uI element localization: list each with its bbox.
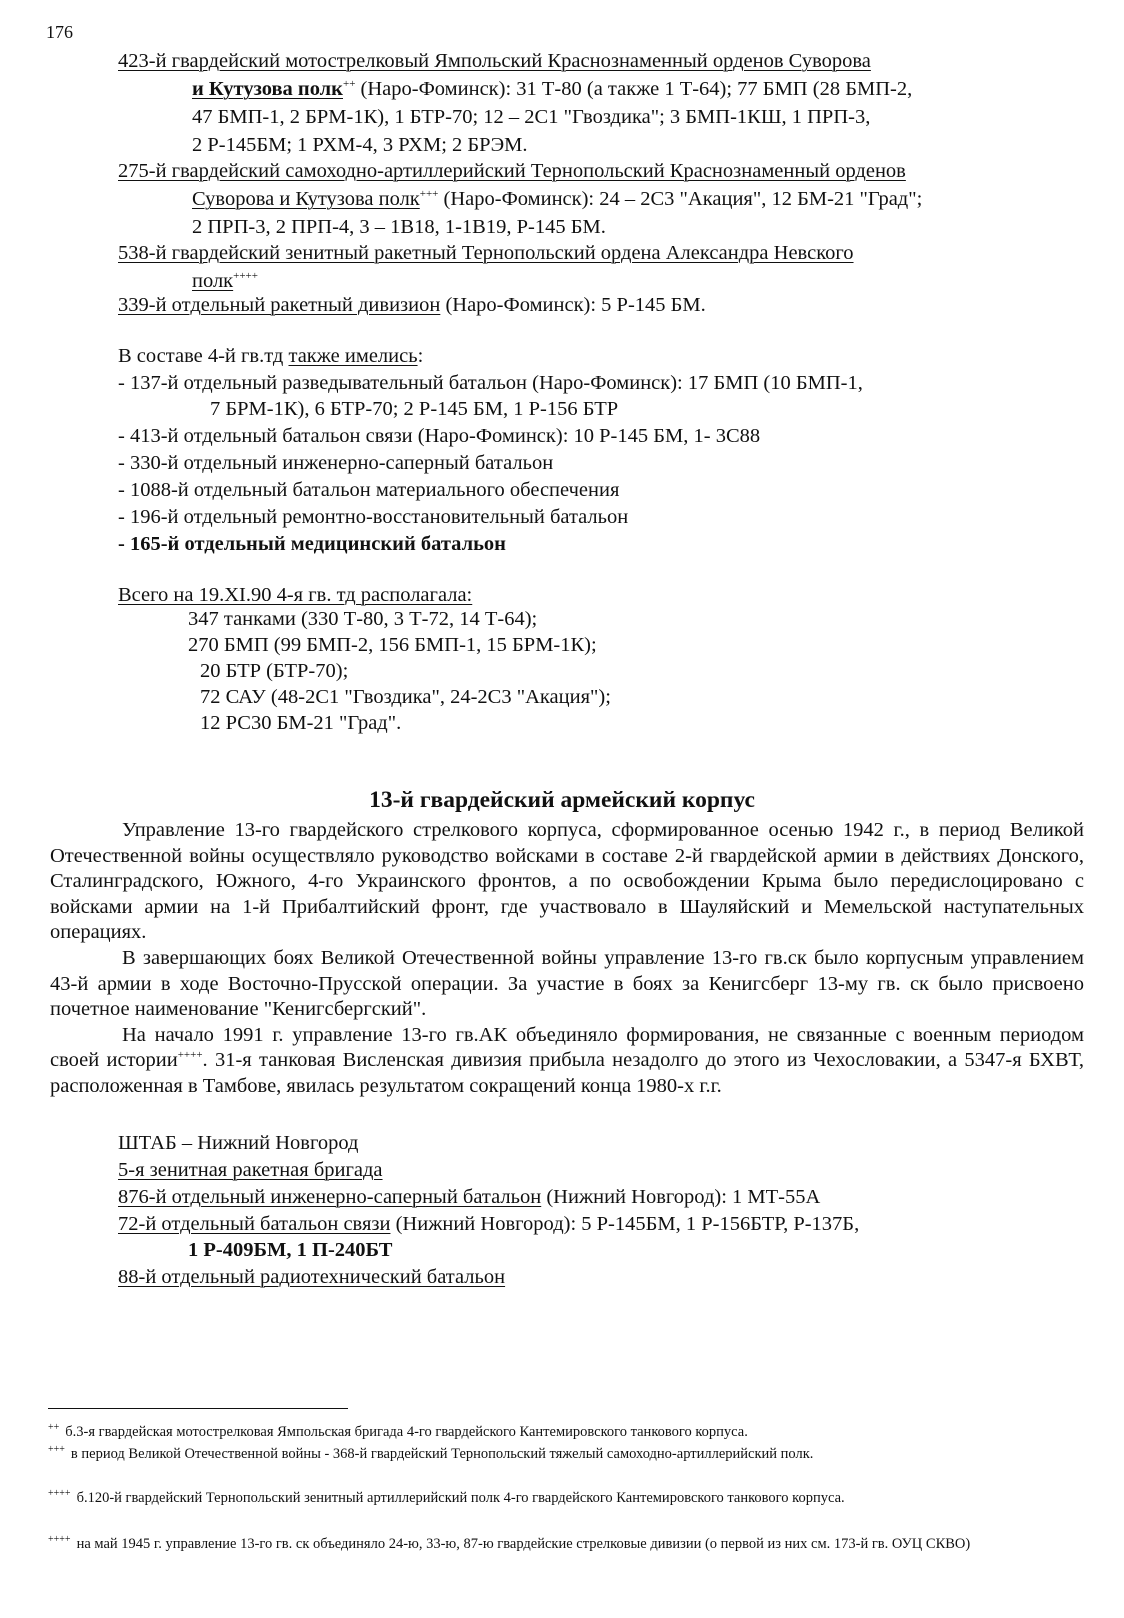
regiment-details: 2 Р-145БМ; 1 РХМ-4, 3 РХМ; 2 БРЭМ. [192, 134, 528, 156]
regiment-title: 275-й гвардейский самоходно-артиллерийский Тернопольский Краснознаменный орденов [118, 160, 906, 182]
regiment-title-cont: полк [192, 270, 234, 292]
also-intro-colon: : [417, 345, 424, 367]
footnote-mark: ++++ [48, 1534, 71, 1545]
footnote-text: б.3-я гвардейская мотострелковая Ямпольская бригада 4-го гвардейского Кантемировского танкового корпуса. [65, 1423, 748, 1440]
footnote [48, 1530, 1086, 1554]
section-heading: 13-й гвардейский армейский корпус [369, 787, 755, 813]
unit-line [118, 1184, 820, 1211]
also-intro-underlined: также имелись [288, 345, 418, 367]
footnote-text: б.120-й гвардейский Тернопольский зенитный артиллерийский полк 4-го гвардейского Кантемировского танкового корпуса. [76, 1489, 845, 1506]
hq-line: ШТАБ – Нижний Новгород [118, 1132, 359, 1154]
footnote-mark: ++++ [48, 1488, 71, 1499]
regiment-details: 47 БМП-1, 2 БРМ-1К), 1 БТР-70; 12 – 2С1 "Гвоздика"; 3 БМП-1КШ, 1 ПРП-3, [192, 106, 871, 128]
footnote [48, 1440, 1086, 1464]
also-intro-text: В составе 4-й гв.тд [118, 345, 289, 367]
total-line: 270 БМП (99 БМП-2, 156 БМП-1, 15 БРМ-1К); [188, 634, 597, 656]
paragraph-text: . 31-я танковая Висленская дивизия прибыла незадолго до этого из Чехословакии, а 5347-я БХВТ, расположенная в Тамбове, явилась результатом сокращений конца 1980-х г.г. [50, 1049, 1084, 1097]
total-line: 72 САУ (48-2С1 "Гвоздика", 24-2С3 "Акация"); [200, 686, 611, 708]
regiment-title-cont: и Кутузова полк [192, 78, 343, 100]
unit-details: (Нижний Новгород): 5 Р-145БМ, 1 Р-156БТР, Р-137Б, [390, 1213, 860, 1235]
page-number: 176 [46, 22, 73, 42]
division-details: (Наро-Фоминск): 5 Р-145 БМ. [440, 294, 706, 316]
regiment-423 [118, 47, 912, 159]
total-line: 347 танками (330 Т-80, 3 Т-72, 14 Т-64); [188, 608, 538, 630]
totals-intro: Всего на 19.XI.90 4-я гв. тд располагала: [118, 584, 473, 606]
regiment-details: 2 ПРП-3, 2 ПРП-4, 3 – 1В18, 1-1В19, Р-145 БМ. [192, 216, 606, 238]
total-line: 20 БТР (БТР-70); [200, 660, 349, 682]
regiment-title: 538-й гвардейский зенитный ракетный Тернопольский ордена Александра Невского [118, 242, 854, 264]
division-title: 339-й отдельный ракетный дивизион [118, 294, 441, 316]
footnote-marker: ++++ [233, 270, 258, 283]
paragraph: В завершающих боях Великой Отечественной войны управление 13-го гв.ск было корпусным управлением 43-й армии в ходе Восточно-Прусской операции. За участие в боях за Кенигсберг 13-му гв. ск было присвоено почетное наименование "Кенигсбергский". [50, 946, 1084, 1021]
footnote [48, 1484, 1086, 1508]
footnote-mark: ++ [48, 1422, 60, 1433]
unit-title: 5-я зенитная ракетная бригада [118, 1159, 383, 1181]
regiment-title-cont: Суворова и Кутузова полк [192, 188, 420, 210]
unit-details: (Нижний Новгород): 1 МТ-55А [541, 1186, 821, 1208]
footnote-text: на май 1945 г. управление 13-го гв. ск объединяло 24-ю, 33-ю, 87-ю гвардейские стрелковые дивизии (о первой из них см. 173-й гв. ОУЦ СКВО) [76, 1535, 971, 1552]
list-item-cont: 7 БРМ-1К), 6 БТР-70; 2 Р-145 БМ, 1 Р-156 БТР [210, 398, 619, 420]
paragraph: Управление 13-го гвардейского стрелкового корпуса, сформированное осенью 1942 г., в период Великой Отечественной войны осуществляло руководство войсками в составе 2-й гвардейской армии в действиях Донского, Сталинградского, Южного, 4-го Украинского фронтов, а по освобождении Крыма было передислоцировано с войсками армии на 1-й Прибалтийский фронт, где участвовало в Шауляйский и Мемельской наступательных операциях. [50, 819, 1084, 944]
also-intro [118, 343, 423, 370]
unit-title: 876-й отдельный инженерно-саперный батальон [118, 1186, 542, 1208]
footnote-mark: +++ [48, 1444, 65, 1455]
total-line: 12 РС30 БМ-21 "Град". [200, 712, 402, 734]
unit-details-cont: 1 Р-409БМ, 1 П-240БТ [188, 1239, 393, 1261]
regiment-538 [118, 239, 854, 295]
footnote-marker: ++ [343, 78, 356, 91]
footnote-separator [48, 1408, 348, 1409]
footnote-marker: +++ [419, 188, 439, 201]
list-item: - 137-й отдельный разведывательный батальон (Наро-Фоминск): 17 БМП (10 БМП-1, [118, 372, 863, 394]
footnote-text: в период Великой Отечественной войны - 368-й гвардейский Тернопольский тяжелый самоходно-артиллерийский полк. [70, 1445, 814, 1462]
regiment-details: (Наро-Фоминск): 24 – 2С3 "Акация", 12 БМ-21 "Град"; [438, 188, 923, 210]
list-item: - 330-й отдельный инженерно-саперный батальон [118, 452, 554, 474]
paragraph [50, 1023, 1084, 1100]
unit-title: 88-й отдельный радиотехнический батальон [118, 1266, 506, 1288]
regiment-title: 423-й гвардейский мотострелковый Ямпольский Краснознаменный орденов Суворова [118, 50, 871, 72]
paragraph-text: На начало 1991 г. управление 13-го гв.АК объединяло формирования, не связанные с военным периодом своей истории [50, 1023, 1084, 1072]
list-item: - 1088-й отдельный батальон материального обеспечения [118, 479, 620, 501]
body-text [50, 818, 1084, 1100]
unit-line [118, 1211, 859, 1238]
division-339 [118, 291, 706, 319]
list-item: - 196-й отдельный ремонтно-восстановительный батальон [118, 506, 629, 528]
regiment-details: (Наро-Фоминск): 31 Т-80 (а также 1 Т-64); 77 БМП (28 БМП-2, [355, 78, 913, 100]
list-item: - 165-й отдельный медицинский батальон [118, 533, 506, 555]
list-item: - 413-й отдельный батальон связи (Наро-Фоминск): 10 Р-145 БМ, 1- 3С88 [118, 425, 761, 447]
regiment-275 [118, 157, 922, 241]
footnote-marker: ++++ [177, 1049, 203, 1062]
footnote [48, 1418, 1086, 1442]
unit-title: 72-й отдельный батальон связи [118, 1213, 391, 1235]
